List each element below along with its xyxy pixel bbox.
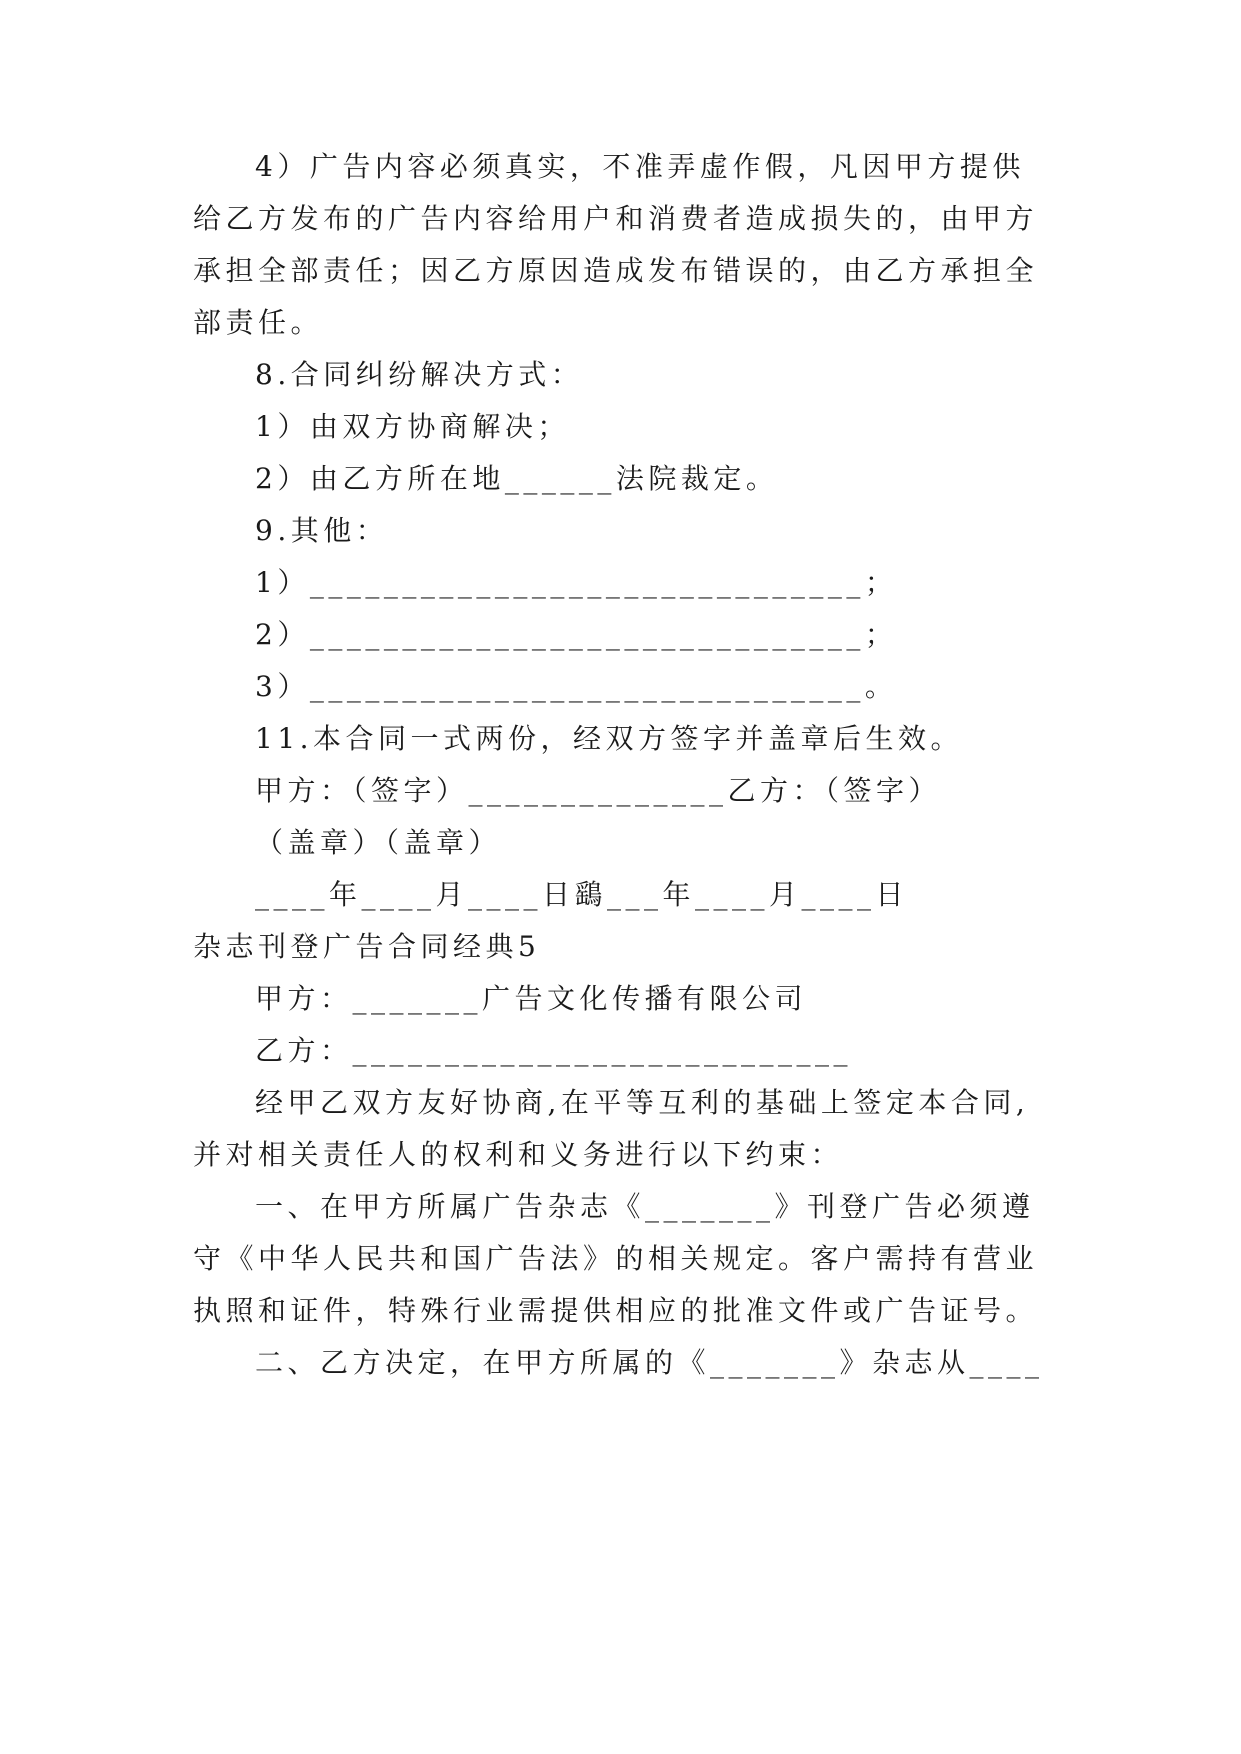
signature-line: 甲方：（签字）______________乙方：（签字） — [255, 774, 942, 807]
paragraph-line: 二、乙方决定，在甲方所属的《_______》杂志从____ — [255, 1346, 1044, 1379]
paragraph-line: 一、在甲方所属广告杂志《_______》刊登广告必须遵 — [255, 1190, 1035, 1223]
paragraph-line: 部责任。 — [193, 306, 324, 339]
section-title: 杂志刊登广告合同经典5 — [193, 930, 541, 963]
clause-heading: 9.其他： — [255, 514, 389, 547]
paragraph-line: 执照和证件，特殊行业需提供相应的批准文件或广告证号。 — [193, 1294, 1039, 1327]
party-a-line: 甲方：_______广告文化传播有限公司 — [255, 982, 808, 1015]
paragraph-line: 给乙方发布的广告内容给用户和消费者造成损失的，由甲方 — [193, 202, 1039, 235]
clause-item: 3）______________________________。 — [255, 670, 898, 703]
paragraph-line: 守《中华人民共和国广告法》的相关规定。客户需持有营业 — [193, 1242, 1039, 1275]
clause-item: 2）由乙方所在地______法院裁定。 — [255, 462, 779, 495]
clause-heading: 11.本合同一式两份，经双方签字并盖章后生效。 — [255, 722, 964, 755]
clause-heading: 8.合同纠纷解决方式： — [255, 358, 584, 391]
clause-item: 1）由双方协商解决； — [255, 410, 570, 443]
clause-item: 1）______________________________； — [255, 566, 898, 599]
clause-item: 2）______________________________； — [255, 618, 898, 651]
paragraph-line: 4）广告内容必须真实，不准弄虚作假，凡因甲方提供 — [255, 150, 1025, 183]
paragraph-line: 并对相关责任人的权利和义务进行以下约束： — [193, 1138, 844, 1171]
date-line: ____年____月____日鷂___年____月____日 — [255, 878, 909, 911]
party-b-line: 乙方：___________________________ — [255, 1034, 853, 1067]
seal-line: （盖章）（盖章） — [255, 826, 502, 859]
paragraph-line: 经甲乙双方友好协商,在平等互利的基础上签定本合同, — [255, 1086, 1030, 1119]
paragraph-line: 承担全部责任；因乙方原因造成发布错误的，由乙方承担全 — [193, 254, 1039, 287]
